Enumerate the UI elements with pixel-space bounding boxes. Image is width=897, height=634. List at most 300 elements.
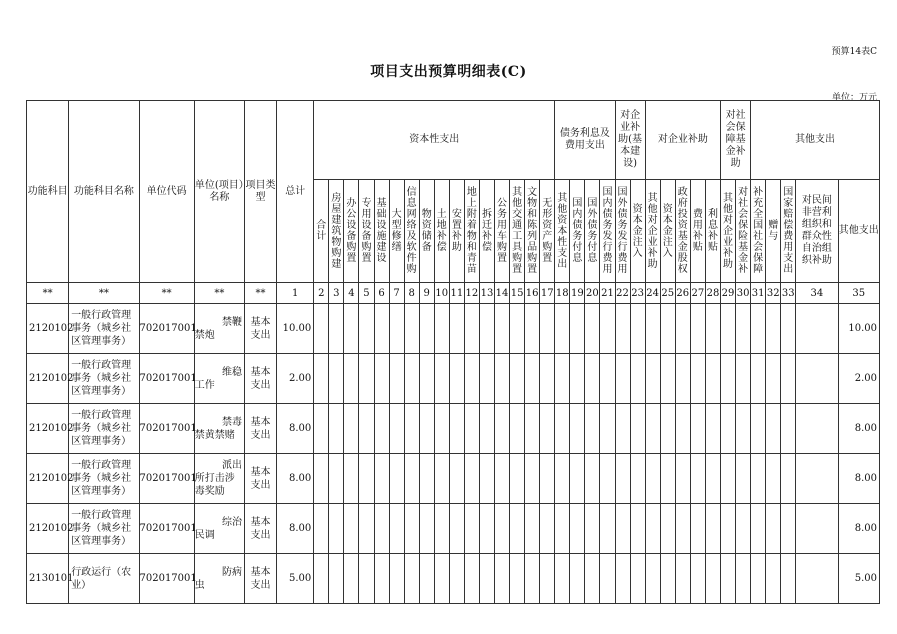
project-type-text: 基本支出 (250, 416, 271, 441)
empty-cell (510, 354, 525, 404)
empty-cell (449, 504, 464, 554)
empty-cell (630, 354, 645, 404)
unit-name-line1: 派出 (221, 460, 242, 471)
empty-cell (705, 454, 720, 504)
empty-cell (510, 454, 525, 504)
unit-name-line1: 维稳 (221, 366, 242, 378)
total-cell: 5.00 (277, 554, 314, 604)
empty-cell (449, 304, 464, 354)
unit-code-cell: 702017001 (139, 454, 194, 504)
unit-name-line2: 禁炮 (194, 329, 215, 341)
total-cell: 8.00 (277, 404, 314, 454)
empty-cell (721, 404, 736, 454)
column-number-cell: 33 (781, 283, 796, 304)
sub-header: 补充全国社会保障 (751, 180, 766, 283)
empty-cell (645, 354, 660, 404)
empty-cell (419, 304, 434, 354)
empty-cell (464, 404, 479, 454)
empty-cell (690, 454, 705, 504)
header-group-other: 其他支出 (751, 101, 880, 180)
sub-header: 对社会保险基金补 (736, 180, 751, 283)
empty-cell (329, 304, 344, 354)
column-number-cell: 8 (404, 283, 419, 304)
column-number-cell: 23 (630, 283, 645, 304)
empty-cell (329, 504, 344, 554)
unit-name-line1: 防病 (221, 566, 242, 578)
func-name-cell: 一般行政管理事务（城乡社区管理事务） (69, 304, 139, 354)
empty-cell (449, 554, 464, 604)
header-group-social: 对社会保障基金补助 (721, 101, 751, 180)
total-cell: 8.00 (277, 504, 314, 554)
column-number-cell: 14 (495, 283, 510, 304)
empty-cell (464, 454, 479, 504)
column-number-cell: 20 (585, 283, 600, 304)
empty-cell (344, 454, 359, 504)
project-type-cell (244, 454, 276, 504)
sub-header: 安置补助 (449, 180, 464, 283)
empty-cell (404, 354, 419, 404)
sub-header: 国内债务付息 (570, 180, 585, 283)
func-code-cell: 2120102 (27, 454, 69, 504)
unit-name-line2: 工作 (194, 379, 215, 391)
empty-cell (434, 504, 449, 554)
empty-cell (796, 554, 838, 604)
empty-cell (630, 504, 645, 554)
column-number-cell: 21 (600, 283, 615, 304)
column-number-cell: 13 (479, 283, 494, 304)
unit-name-cell (194, 354, 244, 404)
unit-code-cell: 702017001 (139, 304, 194, 354)
empty-cell (555, 504, 570, 554)
column-number-cell: 18 (555, 283, 570, 304)
project-type-text: 基本支出 (250, 566, 271, 591)
empty-cell (690, 304, 705, 354)
header-unit-name: 单位(项目）名称 (194, 101, 244, 283)
sub-header: 其他资本性支出 (555, 180, 570, 283)
total-cell: 8.00 (277, 454, 314, 504)
func-name-cell: 一般行政管理事务（城乡社区管理事务） (69, 504, 139, 554)
column-number-cell: 9 (419, 283, 434, 304)
empty-cell (389, 504, 404, 554)
empty-cell (479, 504, 494, 554)
unit-name-cell (194, 304, 244, 354)
table-row (27, 504, 880, 554)
empty-cell (585, 304, 600, 354)
empty-cell (495, 504, 510, 554)
empty-cell (419, 454, 434, 504)
other-expense-cell: 10.00 (838, 304, 879, 354)
column-number-cell: 1 (277, 283, 314, 304)
sub-header: 地上附着物和青苗 (464, 180, 479, 283)
unit-code-cell: 702017001 (139, 404, 194, 454)
header-unit-code: 单位代码 (139, 101, 194, 283)
empty-cell (479, 554, 494, 604)
empty-cell (329, 454, 344, 504)
empty-cell (751, 404, 766, 454)
page-title: 项目支出预算明细表(C) (370, 64, 527, 80)
empty-cell (690, 354, 705, 404)
empty-cell (344, 554, 359, 604)
empty-cell (615, 404, 630, 454)
project-type-cell (244, 354, 276, 404)
empty-cell (675, 504, 690, 554)
empty-cell (510, 554, 525, 604)
header-project-type: 项目类型 (244, 101, 276, 283)
empty-cell (540, 404, 555, 454)
project-type-cell (244, 404, 276, 454)
empty-cell (525, 354, 540, 404)
empty-cell (705, 554, 720, 604)
empty-cell (766, 404, 781, 454)
func-code-cell: 2130101 (27, 554, 69, 604)
empty-cell (796, 504, 838, 554)
empty-cell (736, 554, 751, 604)
empty-cell (615, 354, 630, 404)
func-code-cell: 2120102 (27, 304, 69, 354)
empty-cell (404, 454, 419, 504)
empty-cell (479, 354, 494, 404)
sub-header: 信息网络及软件购 (404, 180, 419, 283)
empty-cell (389, 354, 404, 404)
sub-header: 资本金注入 (630, 180, 645, 283)
other-expense-cell: 2.00 (838, 354, 879, 404)
empty-cell (615, 554, 630, 604)
column-number-cell: 24 (645, 283, 660, 304)
column-number-cell: 32 (766, 283, 781, 304)
empty-cell (510, 504, 525, 554)
sub-header: 国内债务发行费用 (600, 180, 615, 283)
empty-cell (600, 304, 615, 354)
sub-header: 房屋建筑物购建 (329, 180, 344, 283)
empty-cell (464, 554, 479, 604)
empty-cell (374, 304, 389, 354)
header-func-code: 功能科目 (27, 101, 69, 283)
empty-cell (690, 554, 705, 604)
empty-cell (660, 354, 675, 404)
table-row (27, 354, 880, 404)
column-number-cell: 25 (660, 283, 675, 304)
empty-cell (344, 354, 359, 404)
empty-cell (615, 454, 630, 504)
func-code-cell: 2120102 (27, 354, 69, 404)
column-number-cell: 16 (525, 283, 540, 304)
header-group-capital: 资本性支出 (314, 101, 555, 180)
empty-cell (419, 354, 434, 404)
project-type-cell (244, 304, 276, 354)
empty-cell (796, 454, 838, 504)
column-number-cell: 12 (464, 283, 479, 304)
empty-cell (796, 354, 838, 404)
sub-header: 利息补贴 (705, 180, 720, 283)
other-expense-cell: 8.00 (838, 504, 879, 554)
empty-cell (796, 304, 838, 354)
empty-cell (540, 354, 555, 404)
column-number-cell: 34 (796, 283, 838, 304)
empty-cell (675, 354, 690, 404)
total-cell: 10.00 (277, 304, 314, 354)
func-name-cell: 行政运行（农业） (69, 554, 139, 604)
budget-table (26, 100, 880, 604)
empty-cell (329, 554, 344, 604)
empty-cell (389, 454, 404, 504)
column-number-cell: ** (139, 283, 194, 304)
column-number-cell: 3 (329, 283, 344, 304)
empty-cell (796, 404, 838, 454)
unit-code-cell: 702017001 (139, 504, 194, 554)
unit-name-cell (194, 404, 244, 454)
empty-cell (374, 454, 389, 504)
empty-cell (630, 454, 645, 504)
table-row (27, 304, 880, 354)
column-number-cell: ** (244, 283, 276, 304)
func-name-cell: 一般行政管理事务（城乡社区管理事务） (69, 454, 139, 504)
empty-cell (525, 454, 540, 504)
empty-cell (660, 554, 675, 604)
column-number-cell: ** (194, 283, 244, 304)
column-number-cell: ** (27, 283, 69, 304)
empty-cell (690, 404, 705, 454)
empty-cell (344, 504, 359, 554)
column-number-cell: 30 (736, 283, 751, 304)
unit-name-line2: 禁黄禁赌 (194, 429, 235, 441)
empty-cell (449, 354, 464, 404)
column-number-row (27, 283, 880, 304)
empty-cell (660, 304, 675, 354)
empty-cell (570, 554, 585, 604)
empty-cell (329, 404, 344, 454)
column-number-cell: 10 (434, 283, 449, 304)
empty-cell (766, 454, 781, 504)
sub-header: 大型修缮 (389, 180, 404, 283)
empty-cell (464, 504, 479, 554)
empty-cell (736, 304, 751, 354)
column-number-cell: 35 (838, 283, 879, 304)
empty-cell (781, 554, 796, 604)
sub-header: 国外债务发行费用 (615, 180, 630, 283)
empty-cell (359, 454, 374, 504)
empty-cell (419, 504, 434, 554)
empty-cell (645, 504, 660, 554)
sub-header: 国外债务付息 (585, 180, 600, 283)
empty-cell (374, 554, 389, 604)
empty-cell (404, 504, 419, 554)
column-number-cell: 4 (344, 283, 359, 304)
empty-cell (495, 354, 510, 404)
empty-cell (344, 304, 359, 354)
empty-cell (660, 504, 675, 554)
sub-header: 政府投资基金股权 (675, 180, 690, 283)
unit-name-line1: 禁毒 (221, 416, 242, 428)
empty-cell (464, 354, 479, 404)
empty-cell (585, 554, 600, 604)
sub-header: 基础设施建设 (374, 180, 389, 283)
empty-cell (660, 404, 675, 454)
sub-header: 文物和陈列品购置 (525, 180, 540, 283)
empty-cell (570, 504, 585, 554)
empty-cell (585, 504, 600, 554)
empty-cell (555, 554, 570, 604)
empty-cell (404, 404, 419, 454)
other-expense-cell: 5.00 (838, 554, 879, 604)
empty-cell (570, 454, 585, 504)
sub-header: 对民间非营利组织和群众性自治组织补助 (796, 180, 838, 283)
empty-cell (751, 504, 766, 554)
sub-header: 其他对企业补助 (721, 180, 736, 283)
column-number-cell: 28 (705, 283, 720, 304)
sub-header: 公务用车购置 (495, 180, 510, 283)
table-row (27, 404, 880, 454)
empty-cell (510, 304, 525, 354)
empty-cell (600, 554, 615, 604)
empty-cell (555, 354, 570, 404)
empty-cell (510, 404, 525, 454)
empty-cell (781, 354, 796, 404)
empty-cell (434, 454, 449, 504)
column-number-cell: 22 (615, 283, 630, 304)
column-number-cell: 27 (690, 283, 705, 304)
column-number-cell: ** (69, 283, 139, 304)
empty-cell (751, 454, 766, 504)
empty-cell (766, 304, 781, 354)
empty-cell (495, 454, 510, 504)
other-expense-cell: 8.00 (838, 404, 879, 454)
column-number-cell: 31 (751, 283, 766, 304)
empty-cell (600, 404, 615, 454)
empty-cell (705, 304, 720, 354)
column-number-cell: 29 (721, 283, 736, 304)
empty-cell (751, 354, 766, 404)
total-cell: 2.00 (277, 354, 314, 404)
column-number-cell: 11 (449, 283, 464, 304)
empty-cell (374, 354, 389, 404)
unit-name-line2: 民调 (194, 529, 215, 541)
empty-cell (344, 404, 359, 454)
unit-code-cell: 702017001 (139, 354, 194, 404)
empty-cell (389, 304, 404, 354)
empty-cell (570, 304, 585, 354)
sub-header: 物资储备 (419, 180, 434, 283)
func-code-cell: 2120102 (27, 404, 69, 454)
empty-cell (525, 404, 540, 454)
empty-cell (781, 304, 796, 354)
column-number-cell: 5 (359, 283, 374, 304)
empty-cell (615, 304, 630, 354)
project-type-cell (244, 504, 276, 554)
empty-cell (389, 554, 404, 604)
other-expense-cell: 8.00 (838, 454, 879, 504)
empty-cell (434, 304, 449, 354)
sub-header: 合计 (314, 180, 329, 283)
empty-cell (495, 404, 510, 454)
empty-cell (645, 404, 660, 454)
sub-header: 其他支出 (838, 180, 879, 283)
empty-cell (419, 404, 434, 454)
empty-cell (359, 504, 374, 554)
empty-cell (555, 454, 570, 504)
empty-cell (645, 454, 660, 504)
empty-cell (314, 554, 329, 604)
empty-cell (314, 354, 329, 404)
column-number-cell: 7 (389, 283, 404, 304)
empty-cell (555, 304, 570, 354)
empty-cell (540, 554, 555, 604)
sub-header: 资本金注入 (660, 180, 675, 283)
empty-cell (359, 404, 374, 454)
empty-cell (736, 404, 751, 454)
empty-cell (615, 504, 630, 554)
empty-cell (540, 304, 555, 354)
table-body (27, 304, 880, 604)
empty-cell (721, 454, 736, 504)
unit-label: 单位：万元 (831, 93, 877, 103)
empty-cell (525, 504, 540, 554)
empty-cell (675, 404, 690, 454)
empty-cell (645, 304, 660, 354)
empty-cell (781, 504, 796, 554)
empty-cell (600, 354, 615, 404)
project-type-cell (244, 554, 276, 604)
empty-cell (766, 504, 781, 554)
empty-cell (645, 554, 660, 604)
empty-cell (705, 404, 720, 454)
unit-name-cell (194, 554, 244, 604)
empty-cell (675, 304, 690, 354)
table-row (27, 554, 880, 604)
empty-cell (721, 554, 736, 604)
sub-header: 赠与 (766, 180, 781, 283)
empty-cell (540, 454, 555, 504)
empty-cell (736, 354, 751, 404)
unit-name-line2: 虫 (194, 579, 205, 591)
sub-header: 土地补偿 (434, 180, 449, 283)
empty-cell (600, 504, 615, 554)
sub-header: 拆迁补偿 (479, 180, 494, 283)
empty-cell (585, 404, 600, 454)
empty-cell (314, 454, 329, 504)
sub-header: 费用补贴 (690, 180, 705, 283)
empty-cell (705, 354, 720, 404)
empty-cell (359, 354, 374, 404)
empty-cell (314, 304, 329, 354)
func-name-cell: 一般行政管理事务（城乡社区管理事务） (69, 404, 139, 454)
empty-cell (660, 454, 675, 504)
empty-cell (479, 404, 494, 454)
empty-cell (675, 454, 690, 504)
empty-cell (434, 404, 449, 454)
project-type-text: 基本支出 (250, 316, 271, 341)
empty-cell (690, 504, 705, 554)
empty-cell (540, 504, 555, 554)
empty-cell (630, 404, 645, 454)
empty-cell (479, 454, 494, 504)
column-number-cell: 15 (510, 283, 525, 304)
unit-code-cell: 702017001 (139, 554, 194, 604)
header-func-name: 功能科目名称 (69, 101, 139, 283)
column-number-cell: 26 (675, 283, 690, 304)
header-group-enterprise: 对企业补助 (645, 101, 720, 180)
unit-name-line1: 禁鞭 (221, 316, 242, 328)
empty-cell (721, 504, 736, 554)
column-number-cell: 6 (374, 283, 389, 304)
empty-cell (525, 304, 540, 354)
func-name-cell: 一般行政管理事务（城乡社区管理事务） (69, 354, 139, 404)
empty-cell (585, 354, 600, 404)
header-total: 总计 (277, 101, 314, 283)
unit-name-line1: 综治 (221, 516, 242, 528)
unit-name-cell (194, 504, 244, 554)
empty-cell (705, 504, 720, 554)
func-code-cell: 2120102 (27, 504, 69, 554)
